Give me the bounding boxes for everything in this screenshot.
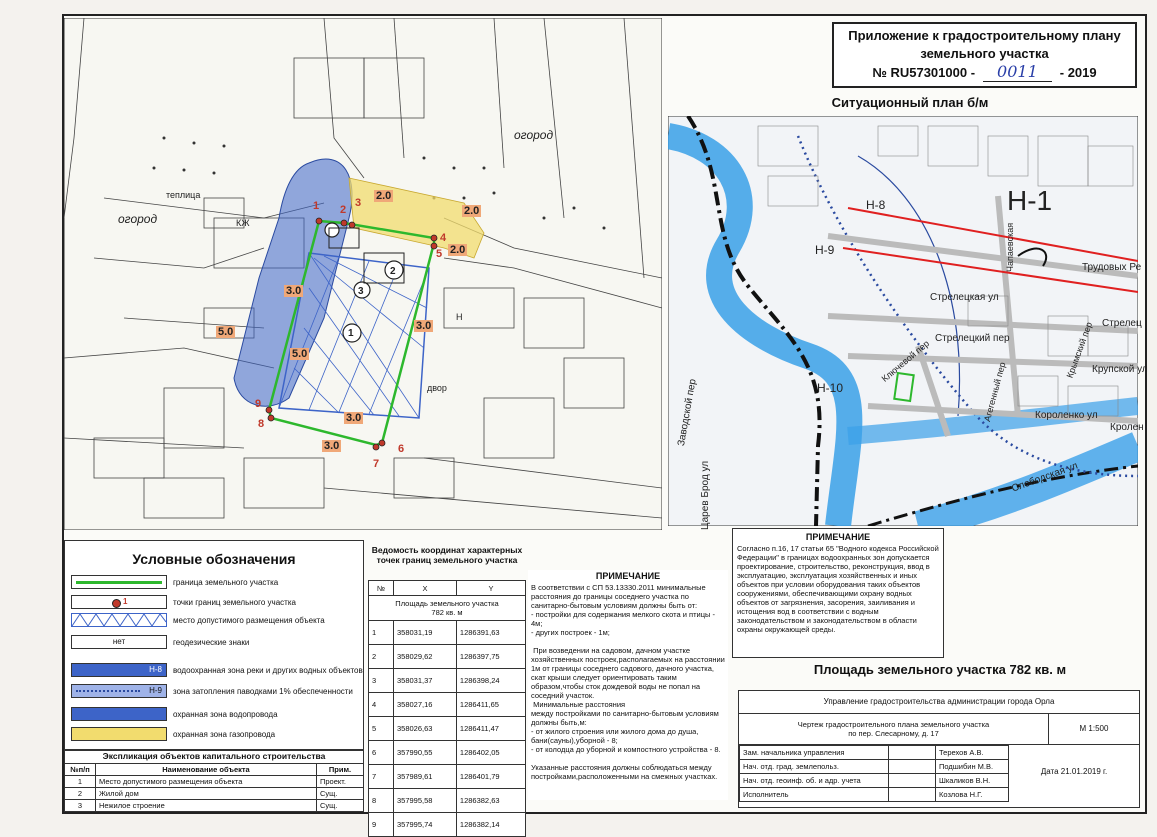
point-label: 1 (313, 200, 320, 212)
point-label: 6 (398, 443, 405, 455)
legend-row-boundary: граница земельного участка (71, 575, 278, 589)
distance-tag: 3.0 (416, 320, 432, 332)
stamp-drawing: Чертеж градостроительного плана земельного участка по пер. Слесарному, д. 17 (739, 714, 1049, 744)
signatures-table (739, 745, 1009, 802)
legend-row-placement: место допустимого размещения объекта (71, 613, 325, 627)
legend-symbol-gas-pipe (71, 727, 167, 741)
point-label: 2 (340, 204, 347, 216)
map-label-kzh: КЖ (236, 218, 250, 228)
table-row: Нач. отд. геоинф. об. и адр. учета Шкаликов В.Н. (740, 774, 1009, 788)
distance-tag: 3.0 (286, 285, 302, 297)
plan-number (834, 63, 1135, 82)
point-label: 7 (373, 458, 380, 470)
legend-symbol-geodetic: нет (71, 635, 167, 649)
zone-label-h8: Н-8 (866, 198, 886, 212)
coords-table: № X Y Площадь земельного участка 782 кв. м 1 358031,19 1286391,63 2 358029,62 1286397,75 3 358031,37 1286398,24 4 358027,16 1286411,65 5 358026,63 1286411,47 6 357990,55 1286402,05 7 357989,61 1286401,79 8 357995,58 1286382,63 9 357995,74 1286382,14 (368, 580, 526, 837)
zone-label-h10: Н-10 (817, 381, 844, 395)
street-korolenko: Короленко ул (1035, 410, 1098, 421)
stamp-scale: М 1:500 (1079, 724, 1109, 733)
legend-panel (64, 540, 364, 750)
legend-symbol-boundary (71, 575, 167, 589)
legend-row-water-zone: Н-8 водоохранная зона реки и других водных объектов (71, 663, 363, 677)
zone-label-h1: Н-1 (1007, 185, 1053, 216)
street-klyuchevoy: Ключевой пер (879, 338, 932, 384)
table-row: 7 357989,61 1286401,79 (369, 765, 526, 789)
distance-tag: 5.0 (292, 348, 308, 360)
table-row: 1 358031,19 1286391,63 (369, 621, 526, 645)
title-line-2: земельного участка (920, 46, 1049, 61)
point-label: 9 (255, 398, 262, 410)
table-row: 3 Нежилое строение Сущ. (65, 800, 364, 812)
legend-row-gas-pipe: охранная зона газопровода (71, 727, 275, 741)
number-suffix: - 2019 (1059, 64, 1097, 80)
water-note-text: Согласно п.16, 17 статьи 65 "Водного кодекса Российской Федерации" в границах водоохранных зон допускается проектирование, строительство, реконструкция, ввод в эксплуатацию, эксплуатация хозяйственных и иных объектов при условии оборудования таких объектов сооружениями, обеспечивающими охрану водных объектов от загрязнения, засорения, заиливания и истощения вод в соответствии с водным законодательством и законодательством в области охраны окружающей среды. (737, 544, 941, 634)
distance-tag: 2.0 (450, 244, 466, 256)
street-streletskiy-per: Стрелецкий пер (935, 333, 1010, 344)
point-label: 5 (436, 248, 443, 260)
street-streletskaya: Стрелецкая ул (930, 292, 999, 303)
table-row: 1 Место допустимого размещения объекта Проект. (65, 776, 364, 788)
legend-symbol-water-pipe (71, 707, 167, 721)
table-row: 8 357995,58 1286382,63 (369, 789, 526, 813)
map-label-ogorod-top: огород (514, 128, 554, 142)
street-strelets-right: Стрелец (1102, 318, 1142, 329)
map-label-nezh: Н (456, 312, 463, 322)
map-label-dvor: двор (427, 383, 447, 393)
number-prefix: № RU57301000 - (872, 64, 976, 80)
coords-title: Ведомость координат характерных точек границ земельного участка (371, 545, 523, 565)
point-label: 8 (258, 418, 265, 430)
object-label: 3 (358, 286, 364, 297)
sanitary-note (528, 570, 728, 800)
area-caption: Площадь земельного участка 782 кв. м (813, 662, 1067, 677)
street-chapaev: Чапаевская (1005, 222, 1015, 272)
zone-label-h9: Н-9 (815, 243, 835, 257)
table-row: 9 357995,74 1286382,14 (369, 813, 526, 837)
point-label: 3 (355, 197, 362, 209)
street-tsarev-brod: Царев Брод ул (700, 460, 711, 530)
table-row: 5 358026,63 1286411,47 (369, 717, 526, 741)
explication-table: №п/п Наименование объекта Прим. 1 Место допустимого размещения объекта Проект. 2 Жилой дом Сущ. 3 Нежилое строение Сущ. (64, 763, 364, 812)
legend-symbol-placement (71, 613, 167, 627)
street-slobodskaya: Слободская ул (1010, 460, 1080, 495)
legend-row-geodetic: нет геодезические знаки (71, 635, 249, 649)
map-label-ogorod: огород (118, 212, 158, 226)
table-row: Исполнитель Козлова Н.Г. (740, 788, 1009, 802)
water-note-title: ПРИМЕЧАНИЕ (805, 532, 871, 542)
object-label: 1 (348, 328, 354, 339)
number-handwritten: 0011 (983, 63, 1052, 82)
explication-panel (64, 750, 364, 812)
legend-title: Условные обозначения (132, 551, 296, 567)
legend-row-flood: Н-9 зона затопления паводками 1% обеспеченности (71, 684, 353, 698)
table-row: 4 358027,16 1286411,65 (369, 693, 526, 717)
legend-symbol-flood: Н-9 (71, 684, 167, 698)
title-box (832, 22, 1137, 88)
sanitary-note-title: ПРИМЕЧАНИЕ (595, 571, 661, 581)
table-row: 2 358029,62 1286397,75 (369, 645, 526, 669)
table-row: 6 357990,55 1286402,05 (369, 741, 526, 765)
distance-tag: 3.0 (324, 440, 340, 452)
distance-tag: 3.0 (346, 412, 362, 424)
street-krupskoy: Крупской ул (1092, 364, 1148, 375)
legend-symbol-water-zone: Н-8 (71, 663, 167, 677)
title-block (738, 690, 1140, 808)
legend-row-points: 1 точки границ земельного участка (71, 595, 296, 609)
street-trudovyh: Трудовых Ре (1082, 262, 1142, 273)
legend-symbol-points: 1 (71, 595, 167, 609)
distance-tag: 2.0 (464, 205, 480, 217)
table-row: 3 358031,37 1286398,24 (369, 669, 526, 693)
explication-title: Экспликация объектов капитального строительства (64, 750, 364, 763)
situation-plan-title: Ситуационный план б/м (831, 95, 989, 110)
stamp-date: Дата 21.01.2019 г. (1040, 767, 1108, 776)
map-label-teplitsa: теплица (166, 190, 201, 200)
object-label: 2 (390, 266, 396, 277)
coords-area: Площадь земельного участка 782 кв. м (369, 596, 526, 621)
stamp-org: Управление градостроительства администрации города Орла (739, 691, 1139, 714)
legend-row-water-pipe: охранная зона водопровода (71, 707, 278, 721)
table-row: 2 Жилой дом Сущ. (65, 788, 364, 800)
title-line-1: Приложение к градостроительному плану (848, 28, 1121, 43)
table-row: Нач. отд. град. землепольз. Подшибин М.В. (740, 760, 1009, 774)
distance-tag: 5.0 (218, 326, 234, 338)
table-row: Зам. начальника управления Терехов А.В. (740, 746, 1009, 760)
street-kerolen: Кролен (1110, 422, 1144, 433)
street-aleksin: Агегенный пер (982, 361, 1008, 423)
main-map (64, 18, 662, 530)
street-zavodskoy: Заводской пер (676, 378, 699, 447)
street-krymskiy: Крымский пер (1064, 320, 1095, 380)
sanitary-note-text: В соответствии с СП 53.13330.2011 минимальные расстояния до границы соседнего участка по санитарно-бытовым условиям должны быть от: - постройки для содержания мелкого скота и птицы - 4м; - других построек - 1м; При возведении на садовом, дачном участке хозяйственных построек,располагаемых на расстоянии 1м от границы соседнего садового, дачного участка, скат крыши следует ориентировать таким образом,чтобы сток дождевой воды не попал на соседний участок. Минимальные расстояния между постройками по санитарно-бытовым условиям должны быть,м: - от жилого строения или жилого дома до душа, бани(сауны),уборной - 8; - от колодца до уборной и компостного устройства - 8. Указанные расстояния должны соблюдаться между постройками,расположенными на смежных участках. (531, 583, 725, 781)
point-label: 4 (440, 232, 447, 244)
water-code-note (732, 528, 944, 658)
distance-tag: 2.0 (376, 190, 392, 202)
